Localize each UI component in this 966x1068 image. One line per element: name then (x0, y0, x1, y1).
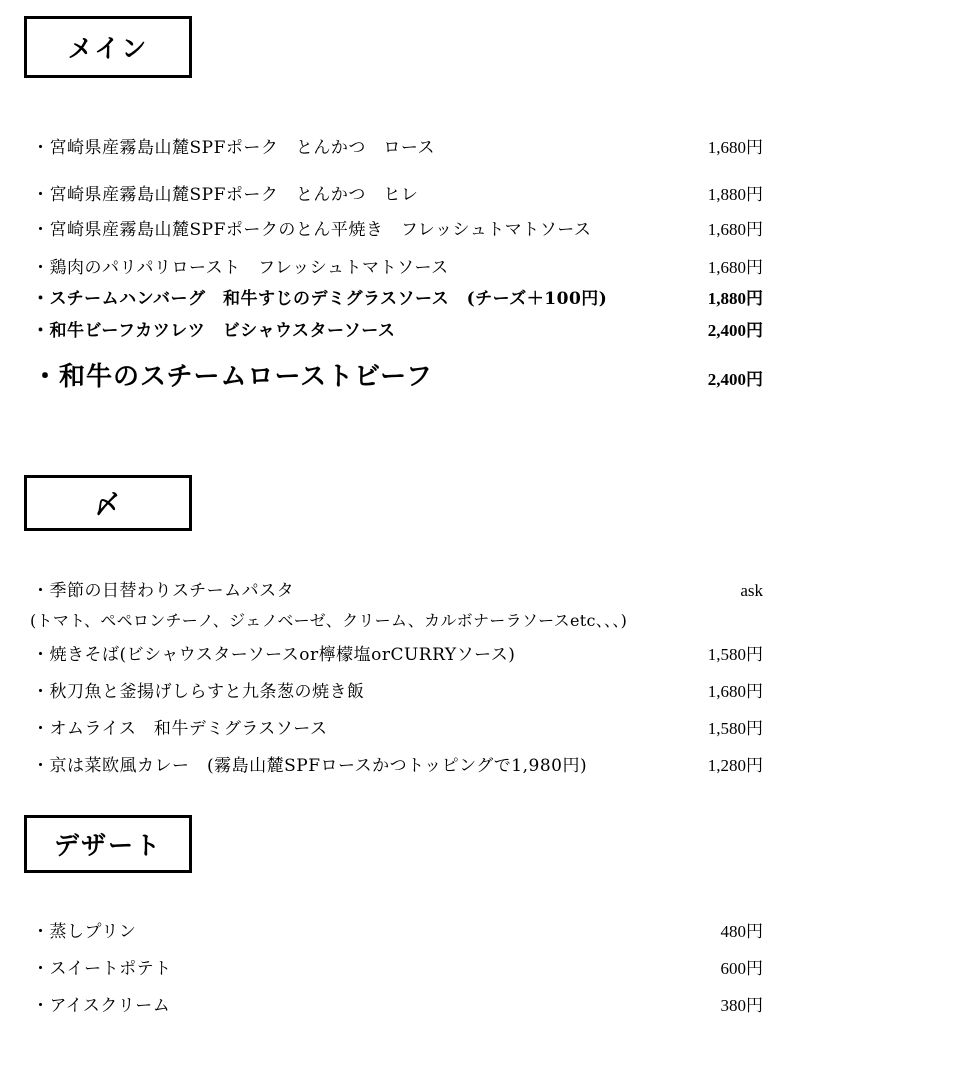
item-price: 480円 (720, 922, 763, 941)
menu-item-featured (32, 356, 763, 393)
item-name: ・宮崎県産霧島山麓SPFポーク とんかつ ロース (32, 138, 436, 158)
item-price: 1,680円 (707, 138, 763, 157)
item-name: ・和牛ビーフカツレツ ビシャウスターソース (32, 321, 396, 341)
menu-item (32, 576, 763, 601)
menu-item (32, 954, 763, 979)
item-name: ・鶏肉のパリパリロースト フレッシュトマトソース (32, 258, 449, 278)
menu-item (32, 991, 763, 1016)
item-name: ・宮崎県産霧島山麓SPFポーク とんかつ ヒレ (32, 185, 419, 205)
item-price: 1,580円 (707, 645, 763, 664)
item-name: ・京は菜欧風カレー (霧島山麓SPFロースかつトッピングで1,980円) (32, 756, 588, 776)
item-price: 1,580円 (707, 719, 763, 738)
section-header-main (24, 16, 192, 78)
menu-item (32, 215, 763, 240)
item-price: 1,880円 (707, 289, 763, 308)
item-price: ask (740, 581, 763, 600)
item-name: ・蒸しプリン (32, 922, 137, 942)
item-name: ・宮崎県産霧島山麓SPFポークのとん平焼き フレッシュトマトソース (32, 220, 592, 240)
section-title: メイン (67, 34, 149, 63)
section-header-shime (24, 475, 192, 531)
menu-item (32, 917, 763, 942)
item-name: ・スチームハンバーグ 和牛すじのデミグラスソース (チーズ＋100円) (32, 289, 608, 309)
item-name: ・焼きそば(ビシャウスターソースor檸檬塩orCURRYソース) (32, 645, 516, 665)
item-name: ・スイートポテト (32, 959, 172, 979)
menu-item (32, 133, 763, 158)
item-price: 1,280円 (707, 756, 763, 775)
item-name: ・和牛のスチームローストビーフ (32, 362, 433, 392)
item-price: 1,680円 (707, 682, 763, 701)
menu-item (32, 180, 763, 205)
item-price: 380円 (720, 996, 763, 1015)
menu-item (32, 677, 763, 702)
section-header-dessert (24, 815, 192, 873)
menu-item (32, 316, 763, 341)
menu-item (32, 284, 763, 309)
menu-item (32, 253, 763, 278)
section-title: 〆 (94, 490, 122, 519)
menu-item (32, 751, 763, 776)
item-price: 1,880円 (707, 185, 763, 204)
item-name: ・アイスクリーム (32, 996, 171, 1016)
item-price: 2,400円 (707, 321, 763, 340)
menu-item (32, 640, 763, 665)
section-title: デザート (53, 831, 162, 860)
item-note: (トマト、ペペロンチーノ、ジェノベーゼ、クリーム、カルボナーラソースetc、、、) (30, 611, 628, 630)
item-price: 1,680円 (707, 220, 763, 239)
item-name: ・オムライス 和牛デミグラスソース (32, 719, 328, 739)
item-price: 600円 (720, 959, 763, 978)
menu-item (32, 714, 763, 739)
item-price: 2,400円 (707, 370, 763, 389)
item-name: ・秋刀魚と釜揚げしらすと九条葱の焼き飯 (32, 682, 365, 702)
item-name: ・季節の日替わりスチームパスタ (32, 581, 295, 601)
item-price: 1,680円 (707, 258, 763, 277)
